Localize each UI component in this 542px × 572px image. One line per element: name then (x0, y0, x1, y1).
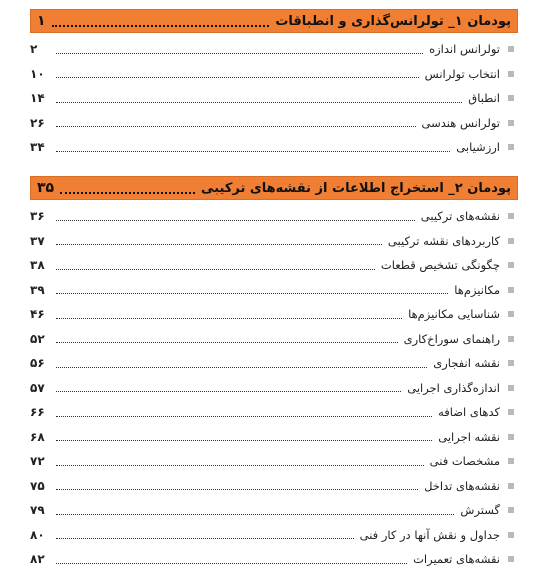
toc-entry[interactable] (30, 302, 518, 327)
entry-page: ۷۲ (30, 454, 45, 469)
entry-title: کاربردهای نقشه ترکیبی (387, 233, 500, 248)
leader-dots (56, 212, 415, 221)
section-1-page: ۱ (37, 13, 46, 29)
leader-dots (56, 236, 382, 245)
entry-page: ۶۸ (30, 429, 45, 444)
entry-title: نقشه اجرایی (438, 429, 500, 444)
leader-dots (56, 555, 407, 564)
section-2-header (30, 176, 518, 200)
entry-page: ۲۶ (30, 115, 45, 130)
toc-entry[interactable] (30, 204, 518, 229)
entry-page: ۳۹ (30, 282, 45, 297)
leader-dots (56, 285, 448, 294)
entry-page: ۵۷ (30, 380, 45, 395)
toc-entry[interactable] (30, 86, 518, 111)
entry-page: ۸۲ (30, 552, 45, 567)
entry-page: ۱۴ (30, 91, 45, 106)
toc-entry[interactable] (30, 229, 518, 254)
toc-entry[interactable] (30, 376, 518, 401)
entry-title: کدهای اضافه (438, 405, 500, 420)
toc-entry[interactable] (30, 253, 518, 278)
entry-title: انتخاب تولرانس (424, 66, 500, 81)
toc-entry[interactable] (30, 474, 518, 499)
leader-dots (56, 94, 462, 103)
section-2 (30, 176, 518, 572)
leader-dots (56, 506, 454, 515)
leader-dots (56, 359, 427, 368)
bullet-icon (508, 287, 514, 293)
toc-entry[interactable] (30, 498, 518, 523)
toc-entry[interactable] (30, 278, 518, 303)
leader-dots (56, 481, 418, 490)
entry-page: ۱۰ (30, 66, 45, 81)
entry-page: ۵۶ (30, 356, 45, 371)
leader-dots (56, 45, 423, 54)
entry-page: ۳۴ (30, 140, 45, 155)
entry-title: نقشه‌های تداخل (424, 478, 500, 493)
bullet-icon (508, 409, 514, 415)
section-2-entries (30, 204, 518, 572)
entry-title: تولرانس اندازه (429, 42, 500, 57)
bullet-icon (508, 556, 514, 562)
bullet-icon (508, 238, 514, 244)
toc-entry[interactable] (30, 135, 518, 160)
entry-page: ۷۹ (30, 503, 45, 518)
bullet-icon (508, 95, 514, 101)
leader-dots (56, 310, 402, 319)
leader-dots (56, 408, 432, 417)
entry-title: انطباق (468, 91, 500, 106)
leader-dots (52, 16, 270, 27)
entry-page: ۴۶ (30, 307, 45, 322)
entry-page: ۳۷ (30, 233, 45, 248)
entry-page: ۷۵ (30, 478, 45, 493)
entry-title: مشخصات فنی (429, 454, 500, 469)
bullet-icon (508, 262, 514, 268)
bullet-icon (508, 71, 514, 77)
leader-dots (60, 183, 195, 194)
toc-entry[interactable] (30, 547, 518, 572)
bullet-icon (508, 385, 514, 391)
bullet-icon (508, 458, 514, 464)
toc-entry[interactable] (30, 425, 518, 450)
entry-page: ۳۸ (30, 258, 45, 273)
bullet-icon (508, 120, 514, 126)
entry-title: نقشه‌های ترکیبی (420, 209, 500, 224)
leader-dots (56, 530, 354, 539)
entry-page: ۸۰ (30, 527, 45, 542)
bullet-icon (508, 46, 514, 52)
entry-title: تولرانس هندسی (421, 115, 500, 130)
section-1 (30, 9, 518, 160)
leader-dots (56, 69, 419, 78)
entry-title: ارزشیابی (456, 140, 500, 155)
bullet-icon (508, 360, 514, 366)
bullet-icon (508, 311, 514, 317)
bullet-icon (508, 336, 514, 342)
toc-entry[interactable] (30, 37, 518, 62)
section-1-entries (30, 37, 518, 160)
entry-page: ۵۲ (30, 331, 45, 346)
toc-entry[interactable] (30, 400, 518, 425)
bullet-icon (508, 144, 514, 150)
leader-dots (56, 383, 401, 392)
entry-title: جداول و نقش آنها در کار فنی (359, 527, 500, 542)
leader-dots (56, 432, 432, 441)
entry-title: اندازه‌گذاری اجرایی (407, 380, 500, 395)
toc-entry[interactable] (30, 327, 518, 352)
entry-title: مکانیزم‌ها (454, 282, 500, 297)
toc-entry[interactable] (30, 351, 518, 376)
leader-dots (56, 457, 424, 466)
leader-dots (56, 143, 450, 152)
section-2-page: ۳۵ (37, 180, 55, 196)
leader-dots (56, 261, 375, 270)
entry-title: شناسایی مکانیزم‌ها (408, 307, 500, 322)
entry-title: نقشه‌های تعمیرات (413, 552, 500, 567)
bullet-icon (508, 213, 514, 219)
toc-entry[interactable] (30, 62, 518, 87)
bullet-icon (508, 507, 514, 513)
section-1-title: پودمان ۱_ تولرانس‌گذاری و انطباقات (275, 13, 511, 29)
entry-title: راهنمای سوراخ‌کاری (403, 331, 500, 346)
bullet-icon (508, 434, 514, 440)
entry-title: چگونگی تشخیص قطعات (380, 258, 500, 273)
entry-page: ۶۶ (30, 405, 45, 420)
entry-page: ۳۶ (30, 209, 45, 224)
toc-entry[interactable] (30, 111, 518, 136)
leader-dots (56, 334, 398, 343)
leader-dots (56, 118, 416, 127)
bullet-icon (508, 532, 514, 538)
toc-entry[interactable] (30, 449, 518, 474)
entry-page: ۲ (30, 42, 38, 57)
section-2-title: پودمان ۲_ استخراج اطلاعات از نقشه‌های ترکیبی (201, 180, 511, 196)
section-1-header (30, 9, 518, 33)
entry-title: نقشه انفجاری (433, 356, 500, 371)
entry-title: گسترش (460, 503, 500, 518)
toc-entry[interactable] (30, 523, 518, 548)
bullet-icon (508, 483, 514, 489)
